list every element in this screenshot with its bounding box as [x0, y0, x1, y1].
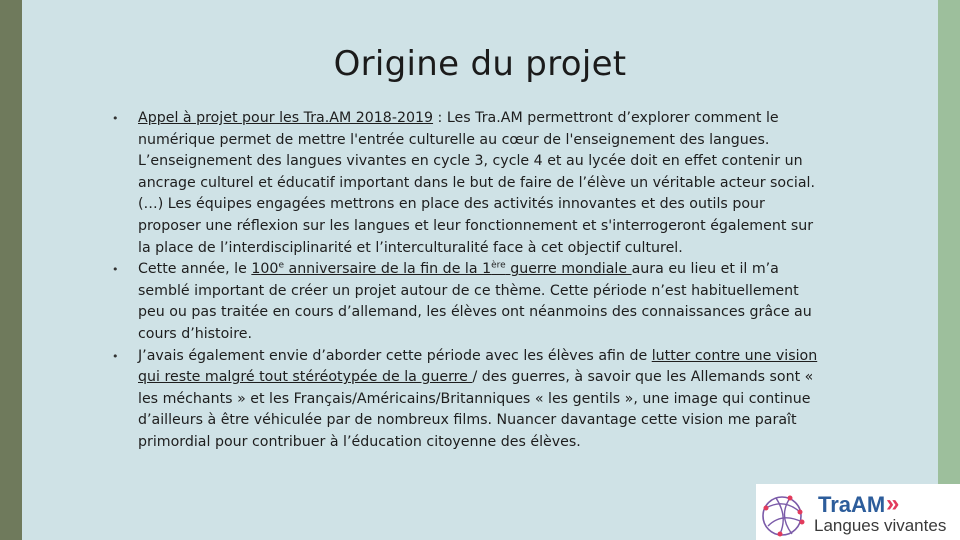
bullet-list	[112, 108, 824, 454]
right-frame-bar	[938, 0, 960, 540]
slide	[22, 0, 938, 540]
superscript: ère	[491, 260, 506, 271]
slide-title: Origine du projet	[333, 44, 627, 84]
left-frame-bar	[0, 0, 22, 540]
bullet-dot-icon: •	[112, 112, 119, 125]
bullet-text: Cette année, le	[138, 261, 252, 278]
bullet-dot-icon: •	[112, 263, 119, 277]
bullet-text: J’avais également envie d’aborder cette période avec les élèves afin de	[138, 347, 652, 364]
network-globe-icon	[760, 488, 816, 538]
bullet-dot-icon: •	[112, 349, 119, 363]
bullet-item	[112, 108, 824, 259]
emphasis-part: 100	[251, 261, 279, 278]
bullet-lead: Appel à projet pour les Tra.AM 2018-2019	[138, 110, 434, 126]
logo-subtitle: Langues vivantes	[814, 516, 947, 535]
bullet-emphasis: lutter contre une vision qui reste malgré tout stéréotypée de la guerre	[138, 347, 818, 386]
bullet-emphasis	[251, 261, 631, 277]
bullet-item	[112, 346, 824, 454]
bullet-text: aura eu lieu et il m’a semblé important de créer un projet autour de ce thème. Cette période n’est habituellement peu ou pas traitée en cours d’allemand, les élèves ont néanmoins des connaissances grâce au cours d’histoire.	[138, 261, 812, 342]
logo-chevrons-icon: »	[886, 490, 896, 517]
logo-name: TraAM	[818, 492, 886, 517]
emphasis-part: anniversaire de la fin de la 1	[283, 261, 492, 278]
bullet-item	[112, 259, 824, 345]
traam-logo	[756, 484, 960, 540]
bullet-text: : Les Tra.AM permettront d’explorer comment le numérique permet de mettre l'entrée culturelle au cœur de l'enseignement des langues. L’enseignement des langues vivantes en cycle 3, cycle 4 et au lycée doit en effet contenir un ancrage culturel et éducatif important dans le but de faire de l’élève un véritable acteur social. (…) Les équipes engagées mettrons en place des activités innovantes et des outils pour proposer une réflexion sur les langues et leur fonctionnement et s'interrogeront également sur la place de l’interdisciplinarité et l’interculturalité face à cet objectif culturel.	[138, 110, 816, 256]
emphasis-part: guerre mondiale	[505, 261, 632, 278]
superscript: e	[278, 260, 284, 271]
bullet-text: / des guerres, à savoir que les Allemands sont « les méchants » et les Français/Américains/Britanniques « les gentils », une image qui continue d’ailleurs à être véhiculée par de nombreux films. Nuancer davantage cette vision me paraît primordial pour contribuer à l’éducation citoyenne des élèves.	[138, 369, 814, 450]
